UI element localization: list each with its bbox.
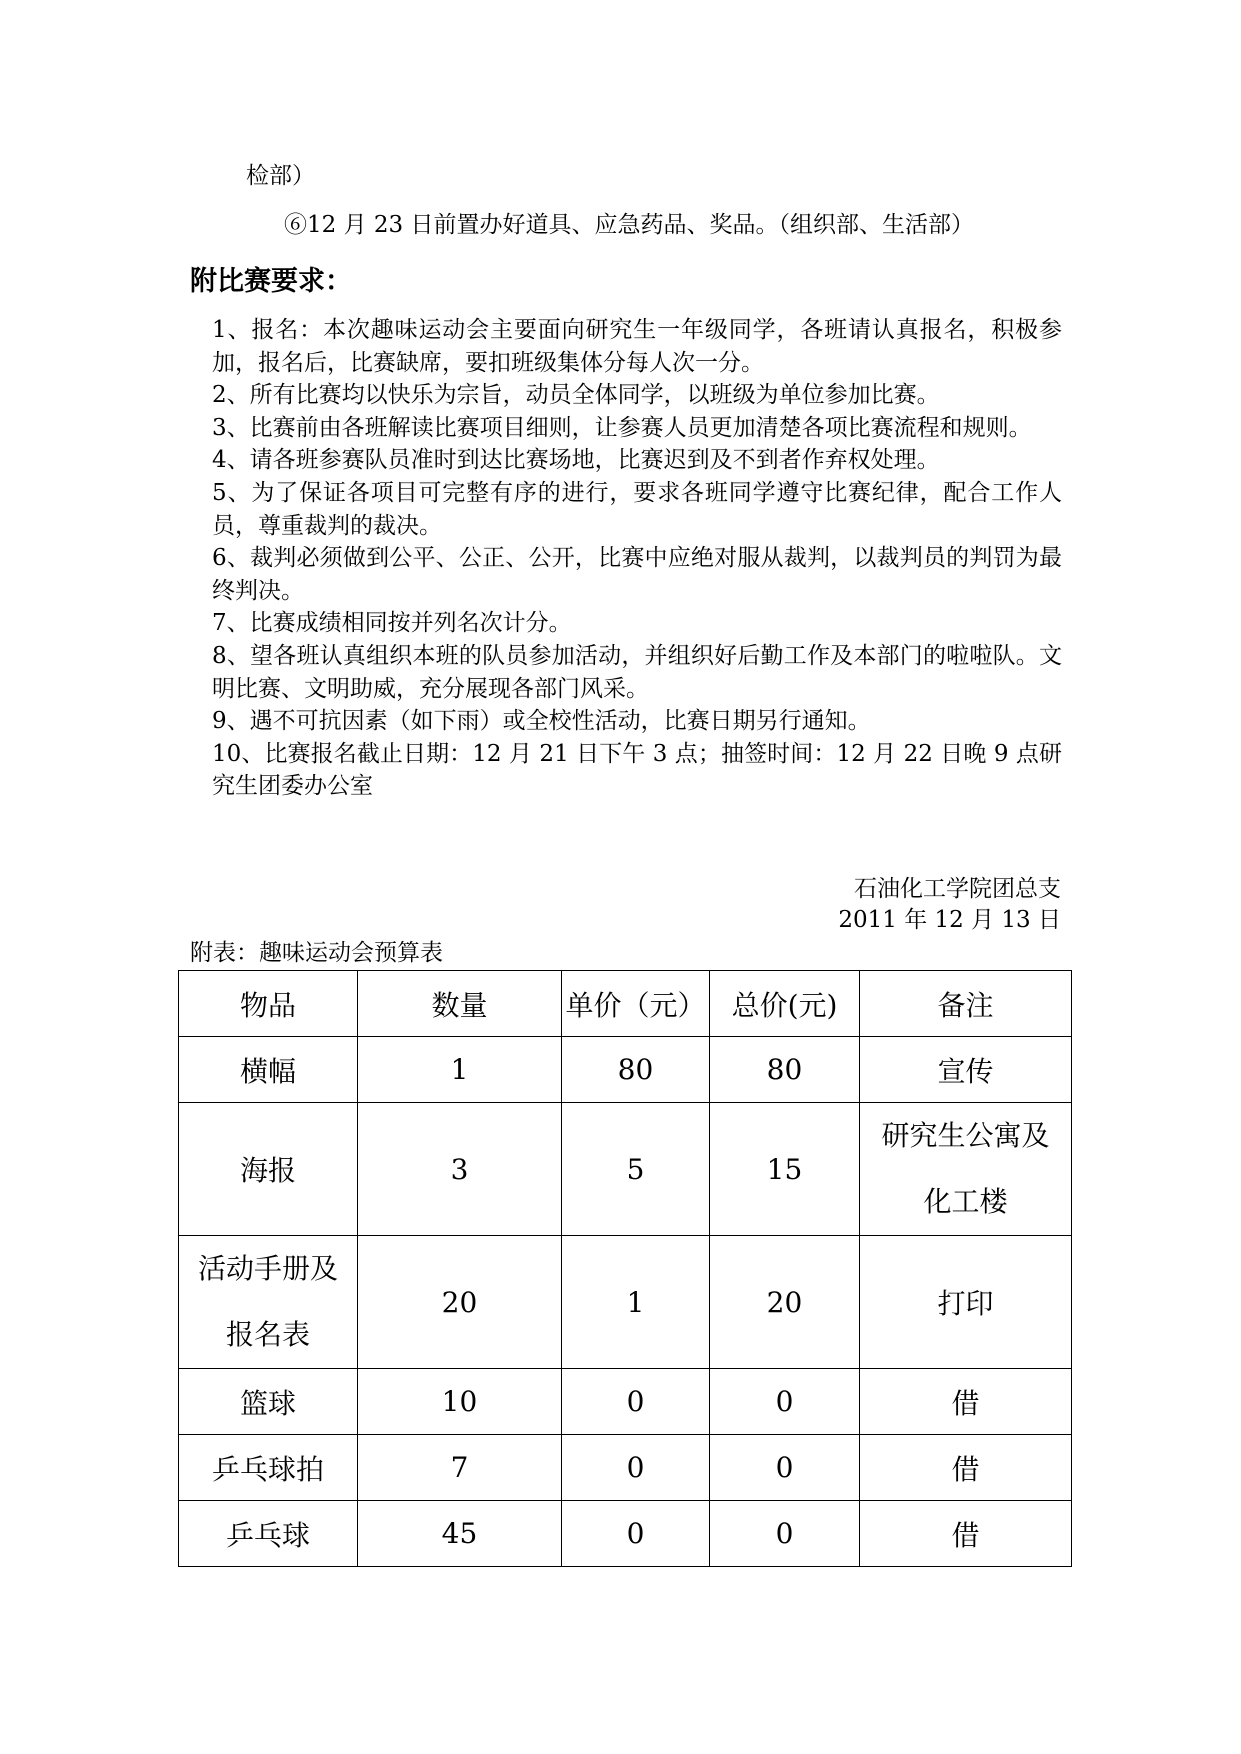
unit-price-cell: 80 xyxy=(562,1037,710,1103)
qty-cell: 7 xyxy=(358,1435,562,1501)
item-cell: 乒乓球 xyxy=(179,1501,358,1567)
item-cell: 篮球 xyxy=(179,1369,358,1435)
qty-cell: 10 xyxy=(358,1369,562,1435)
requirements-heading: 附比赛要求： xyxy=(190,266,352,297)
table-header-row xyxy=(179,971,1072,1037)
total-price-cell: 20 xyxy=(710,1236,860,1369)
budget-table xyxy=(178,970,1072,1567)
note-line: 化工楼 xyxy=(923,1185,1008,1218)
qty-cell: 3 xyxy=(358,1103,562,1236)
table-row xyxy=(179,1435,1072,1501)
note-line: 研究生公寓及 xyxy=(881,1119,1050,1152)
item-cell: 横幅 xyxy=(179,1037,358,1103)
table-row xyxy=(179,1103,1072,1236)
signature-date: 2011 年 12 月 13 日 xyxy=(838,907,1061,933)
unit-price-cell: 1 xyxy=(562,1236,710,1369)
budget-caption: 附表：趣味运动会预算表 xyxy=(190,940,443,966)
note-cell: 打印 xyxy=(860,1236,1072,1369)
table-row xyxy=(179,1037,1072,1103)
requirement-item: 2、所有比赛均以快乐为宗旨，动员全体同学，以班级为单位参加比赛。 xyxy=(212,382,940,409)
note-cell: 借 xyxy=(860,1501,1072,1567)
item-cell: 海报 xyxy=(179,1103,358,1236)
unit-price-cell: 0 xyxy=(562,1501,710,1567)
requirement-item: 1、报名：本次趣味运动会主要面向研究生一年级同学，各班请认真报名，积极参加，报名后，比赛缺席，要扣班级集体分每人次一分。 xyxy=(212,317,1062,376)
requirements-list xyxy=(212,314,1062,803)
item-line: 报名表 xyxy=(225,1318,310,1351)
header-cell: 总价(元) xyxy=(710,971,860,1037)
requirement-item: 9、遇不可抗因素（如下雨）或全校性活动，比赛日期另行通知。 xyxy=(212,708,871,735)
header-cell: 备注 xyxy=(860,971,1072,1037)
qty-cell: 45 xyxy=(358,1501,562,1567)
unit-price-cell: 0 xyxy=(562,1435,710,1501)
table-row xyxy=(179,1501,1072,1567)
item-cell xyxy=(179,1236,358,1369)
note-cell: 宣传 xyxy=(860,1037,1072,1103)
requirement-item: 8、望各班认真组织本班的队员参加活动，并组织好后勤工作及本部门的啦啦队。文明比赛、文明助威，充分展现各部门风采。 xyxy=(212,642,1062,702)
unit-price-cell: 5 xyxy=(562,1103,710,1236)
header-cell: 单价（元） xyxy=(562,971,710,1037)
table-row xyxy=(179,1236,1072,1369)
requirement-item: 5、为了保证各项目可完整有序的进行，要求各班同学遵守比赛纪律，配合工作人员，尊重裁判的裁决。 xyxy=(212,479,1062,539)
qty-cell: 1 xyxy=(358,1037,562,1103)
table-row xyxy=(179,1369,1072,1435)
total-price-cell: 15 xyxy=(710,1103,860,1236)
header-cell: 物品 xyxy=(179,971,358,1037)
requirement-item: 7、比赛成绩相同按并列名次计分。 xyxy=(212,610,572,637)
signature-org: 石油化工学院团总支 xyxy=(854,876,1061,902)
total-price-cell: 0 xyxy=(710,1501,860,1567)
continuation-line-2: ⑥12 月 23 日前置办好道具、应急药品、奖品。（组织部、生活部） xyxy=(284,212,974,238)
requirement-item: 6、裁判必须做到公平、公正、公开，比赛中应绝对服从裁判，以裁判员的判罚为最终判决。 xyxy=(212,545,1062,604)
note-cell: 借 xyxy=(860,1435,1072,1501)
requirement-item: 3、比赛前由各班解读比赛项目细则，让参赛人员更加清楚各项比赛流程和规则。 xyxy=(212,414,1032,441)
total-price-cell: 0 xyxy=(710,1435,860,1501)
header-cell: 数量 xyxy=(358,971,562,1037)
total-price-cell: 0 xyxy=(710,1369,860,1435)
note-cell: 借 xyxy=(860,1369,1072,1435)
total-price-cell: 80 xyxy=(710,1037,860,1103)
note-cell xyxy=(860,1103,1072,1236)
item-line: 活动手册及 xyxy=(197,1252,338,1285)
qty-cell: 20 xyxy=(358,1236,562,1369)
requirement-item: 10、比赛报名截止日期：12 月 21 日下午 3 点；抽签时间：12 月 22 日晚 9 点研究生团委办公室 xyxy=(212,740,1062,800)
unit-price-cell: 0 xyxy=(562,1369,710,1435)
requirement-item: 4、请各班参赛队员准时到达比赛场地，比赛迟到及不到者作弃权处理。 xyxy=(212,447,940,474)
item-cell: 乒乓球拍 xyxy=(179,1435,358,1501)
continuation-line-1: 检部） xyxy=(246,163,315,189)
